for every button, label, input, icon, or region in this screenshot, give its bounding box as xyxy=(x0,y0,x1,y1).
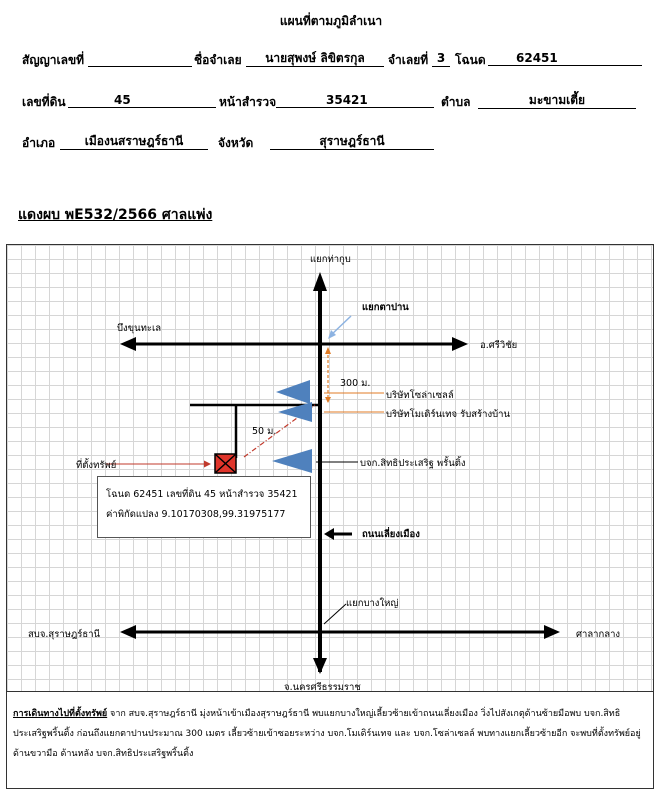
info-line-deed: โฉนด 62451 เลขที่ดิน 45 หน้าสำรวจ 35421 xyxy=(106,489,298,500)
label-junction-top: แยกตาปาน xyxy=(362,302,409,313)
deed-value: 62451 xyxy=(488,51,642,66)
company1-marker xyxy=(276,380,310,404)
top-road-west-arrow xyxy=(120,337,136,351)
label-east-bottom: ศาลากลาง xyxy=(576,629,621,640)
bottom-road-east-arrow xyxy=(544,625,560,639)
top-road-east-arrow xyxy=(452,337,468,351)
label-company1: บริษัทโซล่าเซลล์ xyxy=(386,390,454,401)
label-west-top: บึงขุนทะเล xyxy=(117,323,162,334)
province-value: สุราษฎร์ธานี xyxy=(270,134,434,150)
mortgagor-label: ชื่อจำเลย xyxy=(194,53,242,67)
bottom-junction-pointer xyxy=(324,604,346,624)
defendant-no-value: 3 xyxy=(432,51,450,67)
route-text-3: ด้านขวามือ ด้านหลัง บจก.สิทธิประเสริฐพริ้นติ้ง xyxy=(13,749,194,759)
route-text-1: จาก สบจ.สุราษฎร์ธานี มุ่งหน้าเข้าเมืองสุราษฎร์ธานี พบแยกบางใหญ่เลี้ยวซ้ายเข้าถนนเลี่ยงเมือง วิ่งไปสังเกตุด้านซ้ายมือพบ บจก.สิทธิ xyxy=(107,709,621,719)
deed-label: โฉนด xyxy=(455,53,486,67)
label-north: แยกท่ากูบ xyxy=(310,254,351,265)
property-info-box xyxy=(97,476,311,538)
north-arrow xyxy=(313,272,327,291)
label-west-bottom: สบจ.สุราษฎร์ธานี xyxy=(28,629,101,640)
label-east-top: อ.ศรีวิชัย xyxy=(480,340,518,351)
route-description xyxy=(6,692,654,789)
company3-marker xyxy=(272,449,312,473)
label-company2: บริษัทโมเดิร์นเทจ รับสร้างบ้าน xyxy=(386,409,510,420)
defendant-no-label: จำเลยที่ xyxy=(388,53,429,67)
label-distance-50: 50 ม. xyxy=(252,426,277,437)
route-title: การเดินทางไปที่ตั้งทรัพย์ xyxy=(13,709,108,719)
page-title: แผนที่ตามภูมิลำเนา xyxy=(279,14,383,28)
contract-label: สัญญาเลขที่ xyxy=(22,53,85,67)
label-junction-bottom: แยกบางใหญ่ xyxy=(346,598,399,609)
subdistrict-value: มะขามเตี้ย xyxy=(478,93,636,109)
route-text-2: ประเสริฐพริ้นติ้ง ก่อนถึงแยกตาปานประมาณ 300 เมตร เลี้ยวซ้ายเข้าซอยระหว่าง บจก.โมเดิร์นเทจ และ บจก.โซล่าเซลล์ พบทางแยกเลี้ยวซ้ายอีก จะพบที่ตั้งทรัพย์อยู่ xyxy=(13,729,641,739)
survey-label: หน้าสำรวจ xyxy=(219,95,277,109)
district-label: อำเภอ xyxy=(22,136,56,150)
contract-value xyxy=(88,51,192,67)
south-arrow xyxy=(313,658,327,674)
label-property: ที่ตั้งทรัพย์ xyxy=(76,460,117,471)
label-south: จ.นครศรีธรรมราช xyxy=(284,682,361,693)
distance-300-arrowhead xyxy=(325,347,331,354)
road-name-arrowhead xyxy=(324,528,334,540)
subdistrict-label: ตำบล xyxy=(441,95,471,109)
province-label: จังหวัด xyxy=(218,136,254,150)
survey-value: 35421 xyxy=(276,93,434,108)
land-no-label: เลขที่ดิน xyxy=(22,95,66,109)
mortgagor-value: นายสุพงษ์ ลิขิตรกุล xyxy=(246,51,384,67)
label-company3: บจก.สิทธิประเสริฐ พรั้นติ้ง xyxy=(360,458,466,469)
land-no-value: 45 xyxy=(68,93,216,108)
label-distance-300: 300 ม. xyxy=(340,378,371,389)
info-line-coords: ค่าพิกัดแปลง 9.10170308,99.31975177 xyxy=(106,509,286,520)
bottom-road-west-arrow xyxy=(120,625,136,639)
case-title: แดงผบ พE532/2566 ศาลแพ่ง xyxy=(18,207,213,223)
district-value: เมืองนสราษฎร์ธานี xyxy=(60,134,208,150)
label-road-name: ถนนเลี่ยงเมือง xyxy=(362,529,420,540)
